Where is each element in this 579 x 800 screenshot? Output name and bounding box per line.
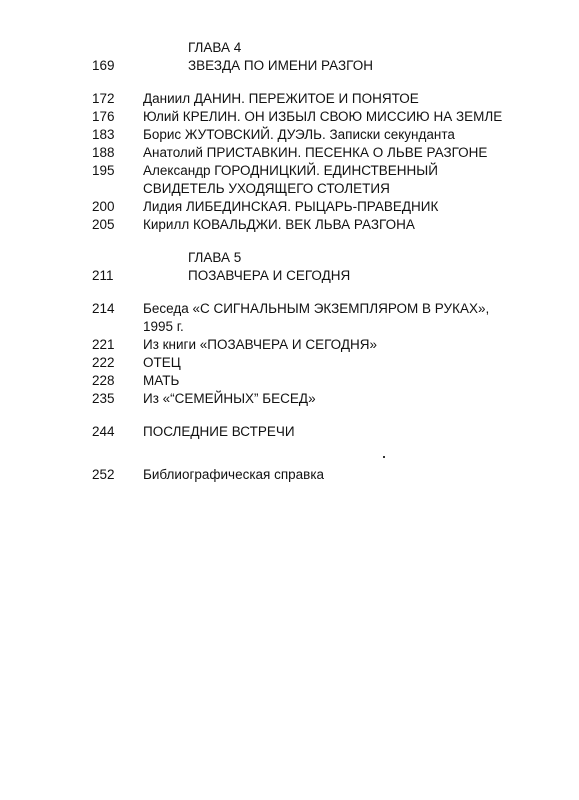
entry-title: Кирилл КОВАЛЬДЖИ. ВЕК ЛЬВА РАЗГОНА: [143, 217, 415, 232]
entry-title: Юлий КРЕЛИН. ОН ИЗБЫЛ СВОЮ МИССИЮ НА ЗЕМЛЕ: [143, 109, 503, 124]
page-number: 221: [92, 337, 115, 352]
page-number: 195: [92, 163, 115, 178]
stray-dot: [383, 456, 385, 458]
page-number: 222: [92, 355, 115, 370]
page-number: 188: [92, 145, 115, 160]
entry-title: ОТЕЦ: [143, 355, 181, 370]
entry-title: Анатолий ПРИСТАВКИН. ПЕСЕНКА О ЛЬВЕ РАЗГОНЕ: [143, 145, 488, 160]
page-number: 176: [92, 109, 115, 124]
entry-title: Из книги «ПОЗАВЧЕРА И СЕГОДНЯ»: [143, 337, 378, 352]
entry-title: Борис ЖУТОВСКИЙ. ДУЭЛЬ. Записки секунданта: [143, 127, 455, 142]
page-number: 211: [92, 268, 114, 283]
page-number: 172: [92, 91, 115, 106]
chapter-4-heading: ГЛАВА 4: [188, 40, 242, 55]
entry-title: Даниил ДАНИН. ПЕРЕЖИТОЕ И ПОНЯТОЕ: [143, 91, 419, 106]
page-number: 200: [92, 199, 115, 214]
entry-title: Беседа «С СИГНАЛЬНЫМ ЭКЗЕМПЛЯРОМ В РУКАХ»,: [143, 301, 490, 316]
entry-title: Библиографическая справка: [143, 467, 325, 482]
chapter-title: ЗВЕЗДА ПО ИМЕНИ РАЗГОН: [188, 58, 373, 73]
page-number: 214: [92, 301, 115, 316]
page-number: 228: [92, 373, 115, 388]
page-number: 183: [92, 127, 115, 142]
entry-title: МАТЬ: [143, 373, 180, 388]
entry-title: ПОСЛЕДНИЕ ВСТРЕЧИ: [143, 424, 295, 439]
entry-title-continuation: СВИДЕТЕЛЬ УХОДЯЩЕГО СТОЛЕТИЯ: [143, 181, 390, 196]
page-number: 235: [92, 391, 115, 406]
entry-title-continuation: 1995 г.: [143, 319, 184, 334]
entry-title: Из «“СЕМЕЙНЫХ” БЕСЕД»: [143, 391, 316, 406]
page-number: 252: [92, 467, 115, 482]
page-number: 205: [92, 217, 115, 232]
chapter-title: ПОЗАВЧЕРА И СЕГОДНЯ: [188, 268, 351, 283]
page-number: 244: [92, 424, 115, 439]
chapter-5-heading: ГЛАВА 5: [188, 250, 242, 265]
entry-title: Лидия ЛИБЕДИНСКАЯ. РЫЦАРЬ-ПРАВЕДНИК: [143, 199, 439, 214]
entry-title: Александр ГОРОДНИЦКИЙ. ЕДИНСТВЕННЫЙ: [143, 163, 438, 178]
page-number: 169: [92, 58, 115, 73]
